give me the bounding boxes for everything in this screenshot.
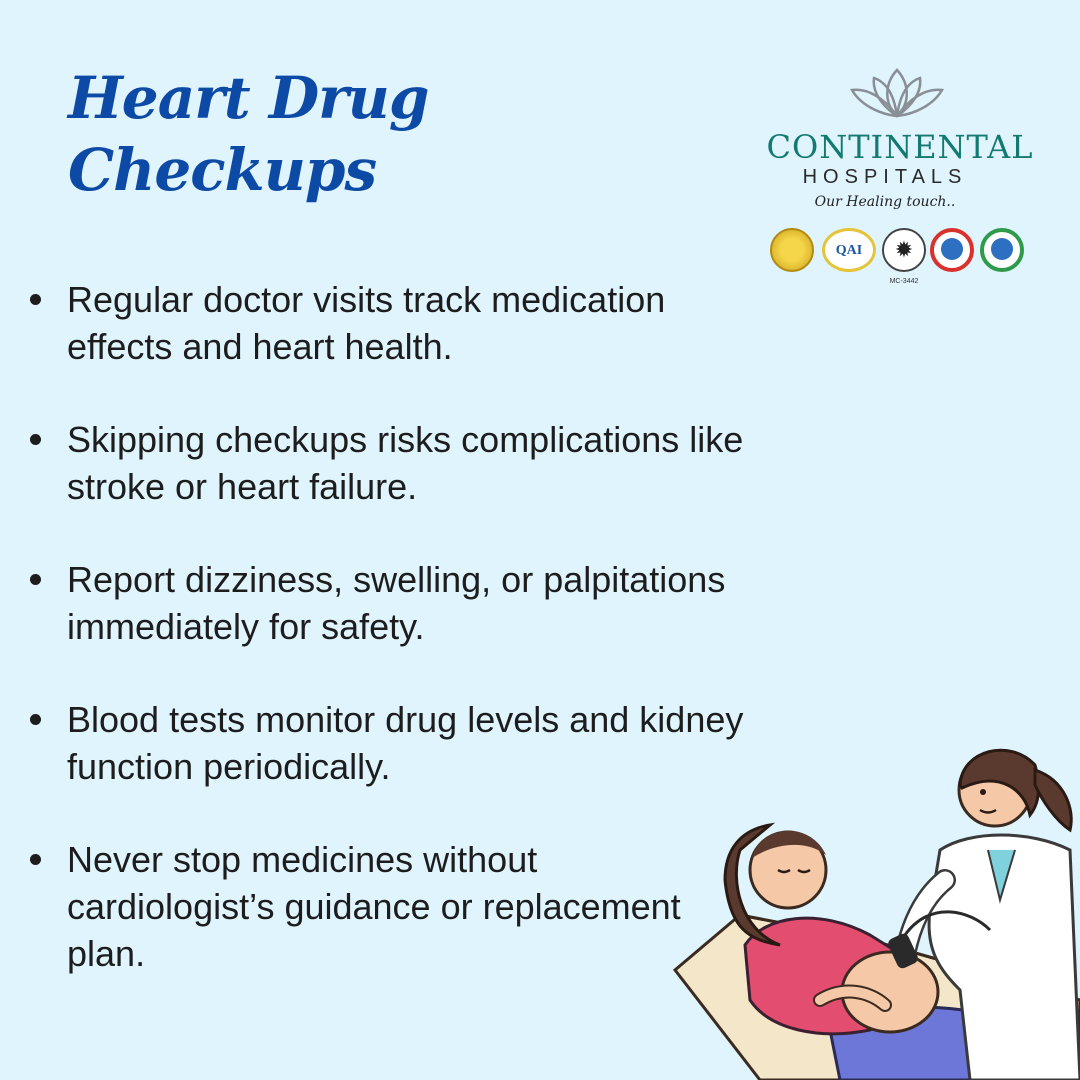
- list-item-text: Skipping checkups risks complications like stroke or heart failure.: [67, 419, 744, 507]
- brand-subtitle: HOSPITALS: [802, 166, 968, 188]
- bullet-dot-icon: [30, 714, 41, 725]
- nabl-code: MC-3442: [889, 278, 919, 285]
- qai-badge-label: QAI: [835, 243, 863, 258]
- qai-badge-icon: [822, 228, 876, 272]
- list-item: [30, 836, 750, 977]
- list-item: [30, 556, 750, 650]
- bullet-dot-icon: [30, 294, 41, 305]
- list-item: [30, 276, 750, 370]
- hospital-logo: [760, 62, 1040, 312]
- nabh-seal-center: [941, 238, 963, 260]
- list-item-text: Regular doctor visits track medication effects and heart health.: [67, 279, 666, 367]
- bullet-list: [30, 276, 750, 1023]
- nabh-seal-icon: [930, 228, 974, 272]
- nabh-seal-center-2: [991, 238, 1013, 260]
- jci-seal-icon: [770, 228, 814, 272]
- nabh-seal-icon-2: [980, 228, 1024, 272]
- accreditation-badges: [770, 228, 1030, 298]
- bullet-dot-icon: [30, 854, 41, 865]
- list-item: [30, 696, 750, 790]
- page-title-line-1: Heart Drug: [68, 64, 429, 132]
- nabl-seal-icon: [882, 228, 926, 272]
- brand-name: CONTINENTAL: [766, 128, 1034, 166]
- list-item-text: Blood tests monitor drug levels and kidney function periodically.: [67, 699, 744, 787]
- star-icon: ✹: [894, 238, 914, 263]
- doctor-ultrasound-illustration: [670, 730, 1080, 1080]
- bullet-dot-icon: [30, 574, 41, 585]
- list-item: [30, 416, 750, 510]
- page-title-line-2: Checkups: [68, 136, 377, 204]
- list-item-text: Never stop medicines without cardiologist’s guidance or replacement plan.: [67, 839, 681, 974]
- lotus-icon: [842, 62, 952, 122]
- bullet-dot-icon: [30, 434, 41, 445]
- page-title: [68, 62, 428, 206]
- brand-tagline: Our Healing touch..: [814, 194, 956, 210]
- list-item-text: Report dizziness, swelling, or palpitations immediately for safety.: [67, 559, 726, 647]
